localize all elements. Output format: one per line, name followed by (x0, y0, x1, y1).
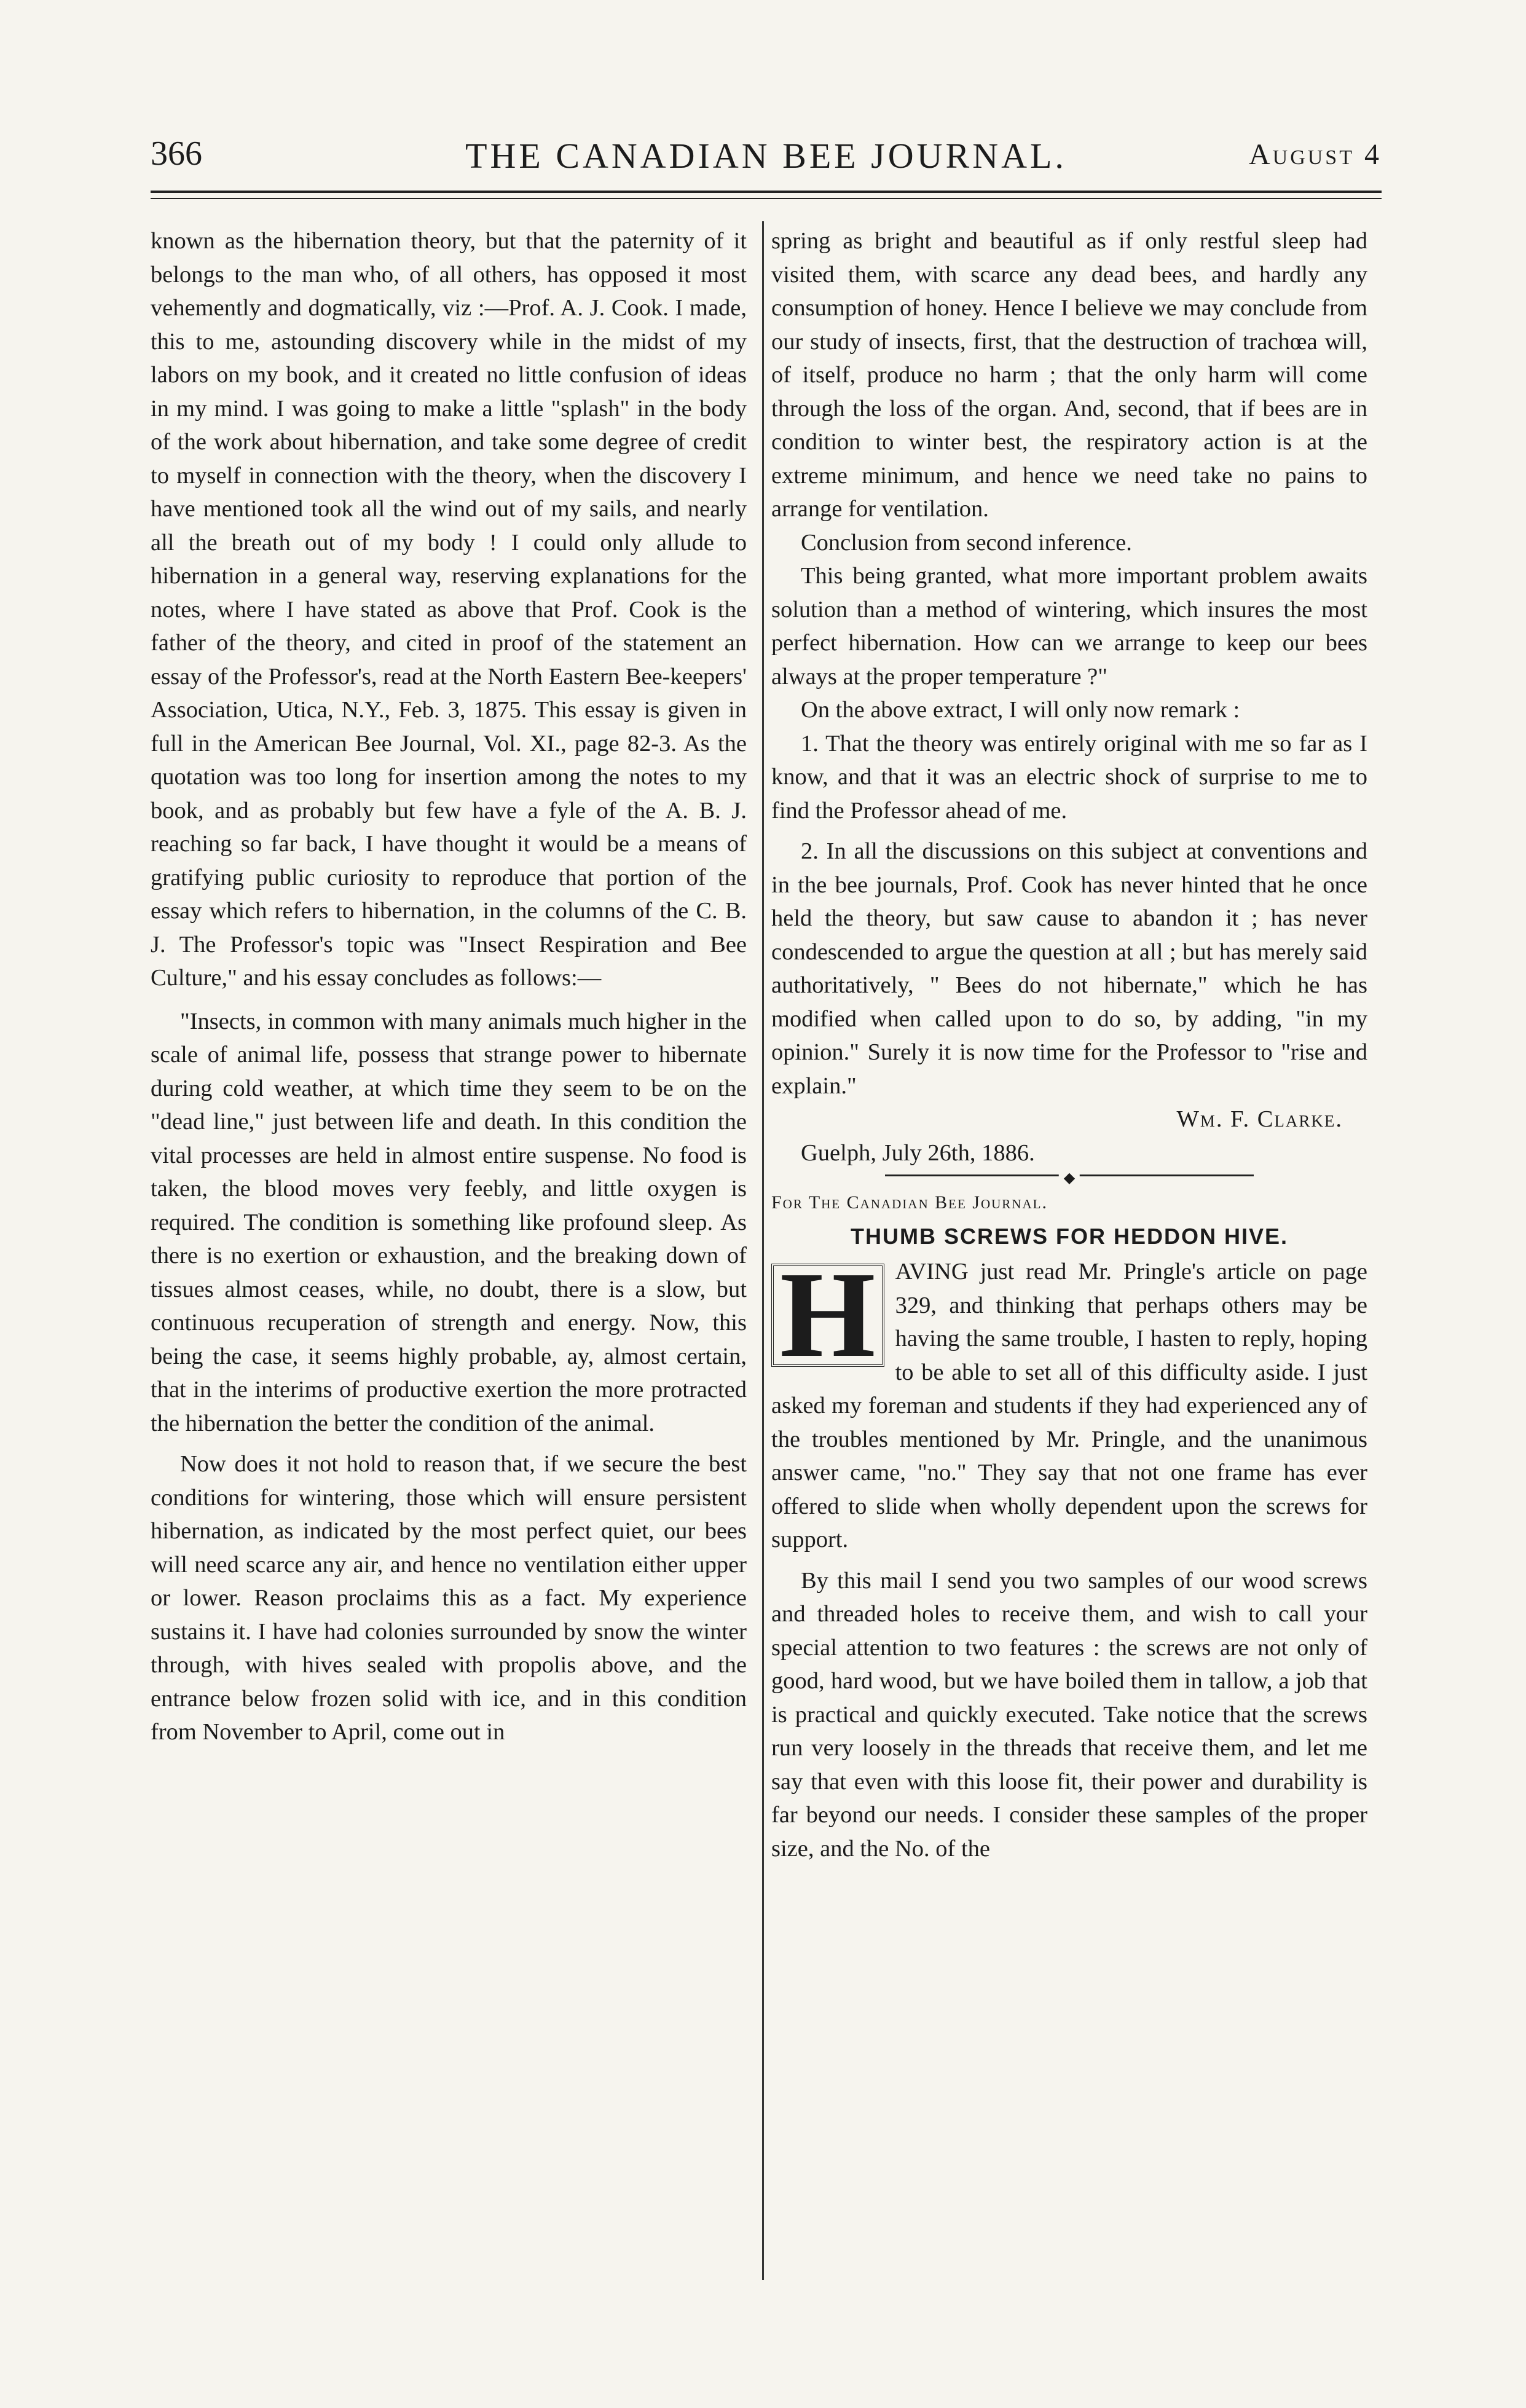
paragraph: 2. In all the discussions on this subject at conventions and in the bee journals, Prof. Cook has never hinted that he once held the theory, but saw cause to abandon it ; has never condescended to argue the question at all ; but has merely said authoritatively, " Bees do not hibernate," which he has modified when called upon to do so, by adding, "in my opinion." Surely it is now time for the Professor to "rise and explain." (771, 838, 1367, 1099)
header-rule-thin (151, 198, 1382, 199)
article-first-text: AVING just read Mr. Pringle's article on page 329, and thinking that perhaps others may be having the same trouble, I hasten to reply, hoping to be able to set all of this difficulty aside. I just asked my foreman and students if they had experienced any of the troubles mentioned by Mr. Pringle, and the unanimous answer came, "no." They say that not one frame has ever offered to slide when wholly dependent upon the screws for support. (771, 1259, 1367, 1552)
drop-cap: H (771, 1264, 884, 1367)
for-line: For The Canadian Bee Journal. (771, 1192, 1048, 1213)
header-rule (151, 191, 1382, 193)
paragraph: spring as bright and beautiful as if only restful sleep had visited them, with scarce any dead bees, and hardly any consumption of honey. Hence I believe we may conclude from our study of insects, first, that the destruction of trachœa will, of itself, produce no harm ; that the only harm will come through the loss of the organ. And, second, that if bees are in condition to winter best, the respiratory action is at the extreme minimum, and hence we need take no pains to arrange for ventilation. (771, 228, 1367, 522)
article-title: THUMB SCREWS FOR HEDDON HIVE. (850, 1224, 1288, 1249)
author-signature: Wm. F. Clarke. (1176, 1106, 1343, 1132)
paragraph: On the above extract, I will only now remark : (801, 697, 1240, 723)
article-paragraph: By this mail I send you two samples of our wood screws and threaded holes to receive them, and wish to call your special attention to two features : the screws are not only of good, hard wood, but we have boiled them in tallow, a job that is practical and quickly executed. Take notice that the screws run very loosely in the threads that receive them, and let me say that even with this loose fit, their power and durability is far beyond our needs. I consider these samples of the proper size, and the No. of the (771, 1567, 1367, 1862)
journal-title: THE CANADIAN BEE JOURNAL. (465, 136, 1067, 176)
left-column (151, 224, 747, 1749)
page-number: 366 (151, 135, 202, 173)
place-date: Guelph, July 26th, 1886. (801, 1139, 1035, 1166)
paragraph: Now does it not hold to reason that, if we secure the best conditions for wintering, those which will ensure persistent hibernation, as indicated by the most perfect quiet, our bees will need scarce any air, and hence no ventilation either upper or lower. Reason proclaims this as a fact. My experience sustains it. I have had colonies surrounded by snow the winter through, with hives sealed with propolis above, and the entrance below frozen solid with ice, and in this condition from November to April, come out in (151, 1451, 747, 1745)
column-divider (762, 221, 764, 2280)
issue-date: August 4 (1248, 138, 1382, 171)
paragraph: Conclusion from second inference. (801, 529, 1132, 556)
quoted-paragraph: "Insects, in common with many animals much higher in the scale of animal life, possess that strange power to hibernate during cold weather, at which time they seem to be on the "dead line," just between life and death. In this condition the vital processes are held in almost entire suspense. No food is taken, the blood moves very feebly, and little oxygen is required. The condition is something like profound sleep. As there is no exertion or exhaustion, and the breaking down of tissues almost ceases, while, no doubt, there is a slow, but continuous recuperation of strength and energy. Now, this being the case, it seems highly probable, ay, almost certain, that in the interims of productive exertion the more protracted the hibernation the better the condition of the animal. (151, 1008, 747, 1436)
ornament-divider (885, 1174, 1254, 1182)
page-header (151, 134, 1382, 189)
paragraph: This being granted, what more important problem awaits solution than a method of wintering, which insures the most perfect hibernation. How can we arrange to keep our bees always at the proper temperature ?" (771, 563, 1367, 690)
right-column (771, 224, 1367, 1865)
article-paragraph (771, 1247, 1367, 1557)
paragraph: known as the hibernation theory, but that the paternity of it belongs to the man who, of all others, has opposed it most vehemently and dogmatically, viz :—Prof. A. J. Cook. I made, this to me, astounding discovery while in the midst of my labors on my book, and it created no little confusion of ideas in my mind. I was going to make a little "splash" in the body of the work about hibernation, and take some degree of credit to myself in connection with the theory, when the discovery I have mentioned took all the wind out of my sails, and nearly all the breath out of my body ! I could only allude to hibernation in a general way, reserving explanations for the notes, where I have stated as above that Prof. Cook is the father of the theory, and cited in proof of the statement an essay of the Professor's, read at the North Eastern Bee-keepers' Association, Utica, N.Y., Feb. 3, 1875. This essay is given in full in the American Bee Journal, Vol. XI., page 82-3. As the quotation was too long for insertion among the notes to my book, and as probably but few have a fyle of the A. B. J. reaching so far back, I have thought it would be a means of gratifying public curiosity to reproduce that portion of the essay which refers to hibernation, in the columns of the C. B. J. The Professor's topic was "Insect Respiration and Bee Culture," and his essay concludes as follows:— (151, 228, 747, 991)
paragraph: 1. That the theory was entirely original with me so far as I know, and that it was an electric shock of surprise to me to find the Professor ahead of me. (771, 730, 1367, 824)
